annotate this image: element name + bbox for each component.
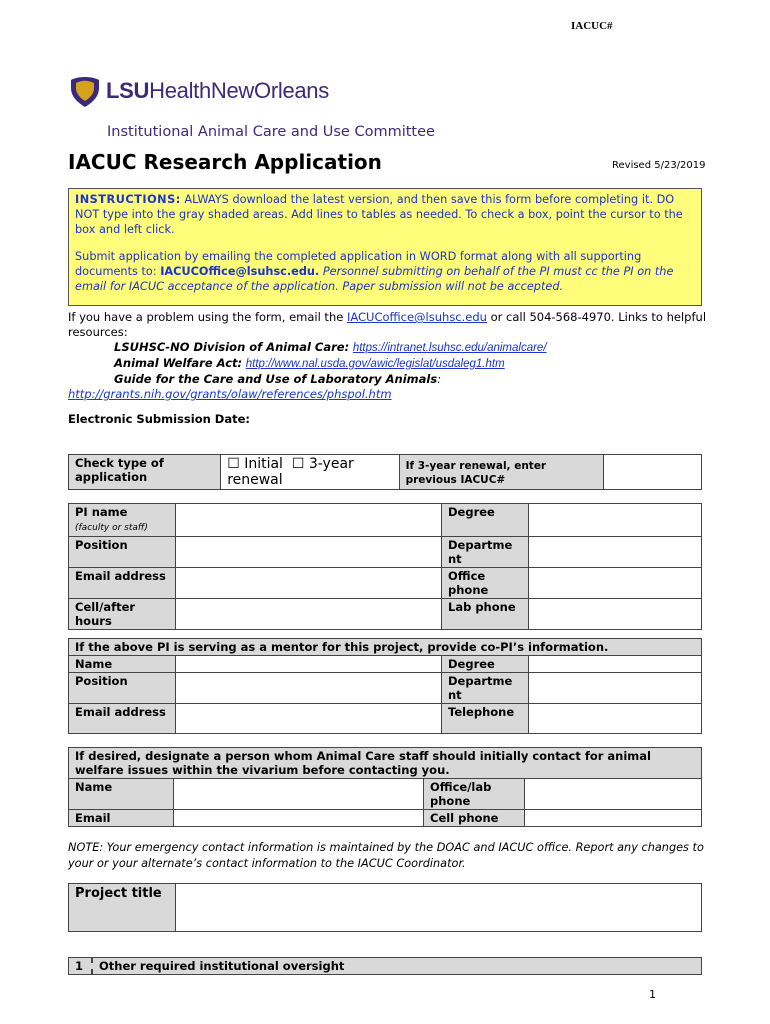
help-email-link[interactable]: IACUCoffice@lsuhsc.edu — [346, 310, 487, 324]
pi-department-field[interactable] — [529, 537, 702, 568]
previous-iacuc-label: If 3-year renewal, enter previous IACUC# — [399, 455, 604, 490]
pi-position-label: Position — [69, 537, 176, 568]
co-pi-telephone-label: Telephone — [442, 704, 529, 734]
contact-email-field[interactable] — [174, 810, 424, 827]
help-text: If you have a problem using the form, email the IACUCoffice@lsuhsc.edu or call 504-568-4970. Links to helpful resources: LSUHSC-NO Division of Animal Care: https://intranet.lsuhsc.edu/animalcare/ Animal Welfare Act: http://www.nal.usda.gov/awic/legislat/usdaleg1.htm Guide for the Care and Use of Laboratory Animals: http://grants.nih.gov/grants/olaw/references/phspol.htm — [68, 310, 707, 401]
co-pi-degree-field[interactable] — [529, 656, 702, 673]
contact-name-label: Name — [69, 779, 174, 810]
section-1-header — [68, 957, 702, 975]
iacuc-email[interactable]: IACUCOffice@lsuhsc.edu. — [160, 265, 320, 278]
previous-iacuc-field[interactable] — [604, 455, 702, 490]
contact-name-field[interactable] — [174, 779, 424, 810]
co-pi-degree-label: Degree — [442, 656, 529, 673]
lsu-health-logo — [68, 74, 329, 108]
co-pi-department-label: Departme nt — [442, 673, 529, 704]
pi-office-phone-field[interactable] — [529, 568, 702, 599]
pi-email-field[interactable] — [176, 568, 442, 599]
revised-date: Revised 5/23/2019 — [612, 160, 706, 171]
animal-welfare-act-link[interactable]: http://www.nal.usda.gov/awic/legislat/usdaleg1.htm — [245, 358, 505, 370]
animal-care-link[interactable]: https://intranet.lsuhsc.edu/animalcare/ — [352, 342, 547, 354]
page-number: 1 — [649, 988, 656, 1001]
initial-checkbox[interactable]: ☐ Initial — [227, 456, 283, 472]
pi-cell-label: Cell/after hours — [69, 599, 176, 630]
pi-table — [68, 503, 702, 630]
pi-position-field[interactable] — [176, 537, 442, 568]
co-pi-name-label: Name — [69, 656, 176, 673]
co-pi-department-field[interactable] — [529, 673, 702, 704]
project-title-label: Project title — [69, 884, 176, 932]
logo-text: LSUHealthNewOrleans — [106, 78, 329, 103]
pi-name-label: PI name (faculty or staff) — [69, 504, 176, 537]
renewal-checkbox[interactable]: ☐ 3-year renewal — [227, 456, 354, 488]
check-type-label: Check type of application — [69, 455, 221, 490]
pi-lab-phone-label: Lab phone — [442, 599, 529, 630]
pi-office-phone-label: Office phone — [442, 568, 529, 599]
lsu-shield-icon — [68, 74, 102, 108]
instructions-label: INSTRUCTIONS: — [75, 193, 181, 206]
co-pi-table — [68, 638, 702, 734]
pi-lab-phone-field[interactable] — [529, 599, 702, 630]
pi-email-label: Email address — [69, 568, 176, 599]
co-pi-telephone-field[interactable] — [529, 704, 702, 734]
project-title-table — [68, 883, 702, 932]
section-1-number: 1 — [69, 958, 93, 975]
pi-degree-label: Degree — [442, 504, 529, 537]
pi-name-field[interactable] — [176, 504, 442, 537]
committee-name: Institutional Animal Care and Use Committee — [107, 124, 435, 140]
co-pi-position-label: Position — [69, 673, 176, 704]
type-checkboxes — [221, 455, 399, 490]
contact-cell-label: Cell phone — [424, 810, 525, 827]
contact-email-label: Email — [69, 810, 174, 827]
co-pi-email-label: Email address — [69, 704, 176, 734]
contact-cell-field[interactable] — [525, 810, 702, 827]
contact-office-lab-field[interactable] — [525, 779, 702, 810]
contact-office-lab-label: Office/lab phone — [424, 779, 525, 810]
iacuc-number-label: IACUC# — [571, 20, 613, 32]
electronic-submission-date-label: Electronic Submission Date: — [68, 412, 250, 426]
guide-link[interactable]: http://grants.nih.gov/grants/olaw/references/phspol.htm — [68, 387, 392, 401]
co-pi-position-field[interactable] — [176, 673, 442, 704]
page-title: IACUC Research Application — [68, 150, 382, 174]
application-type-table — [68, 454, 702, 490]
co-pi-name-field[interactable] — [176, 656, 442, 673]
instructions-box: INSTRUCTIONS: ALWAYS download the latest version, and then save this form before completing it. DO NOT type into the gray shaded areas. Add lines to tables as needed. To check a box, point the cursor to the box and left click. Submit application by emailing the completed application in WORD format along with all supporting documents to: IACUCOffice@lsuhsc.edu. Personnel submitting on behalf of the PI must cc the PI on the email for IACUC acceptance of the application. Paper submission will not be accepted. — [68, 188, 702, 306]
co-pi-header: If the above PI is serving as a mentor for this project, provide co-PI’s information. — [69, 639, 702, 656]
co-pi-email-field[interactable] — [176, 704, 442, 734]
contact-header: If desired, designate a person whom Animal Care staff should initially contact for animal welfare issues within the vivarium before contacting you. — [69, 748, 702, 779]
pi-degree-field[interactable] — [529, 504, 702, 537]
emergency-contact-note: NOTE: Your emergency contact information is maintained by the DOAC and IACUC office. Report any changes to your or your alternate’s contact information to the IACUC Coordinator. — [68, 841, 704, 870]
pi-department-label: Departme nt — [442, 537, 529, 568]
project-title-field[interactable] — [176, 884, 702, 932]
pi-cell-field[interactable] — [176, 599, 442, 630]
section-1-label: Other required institutional oversight — [92, 958, 702, 975]
contact-table — [68, 747, 702, 827]
